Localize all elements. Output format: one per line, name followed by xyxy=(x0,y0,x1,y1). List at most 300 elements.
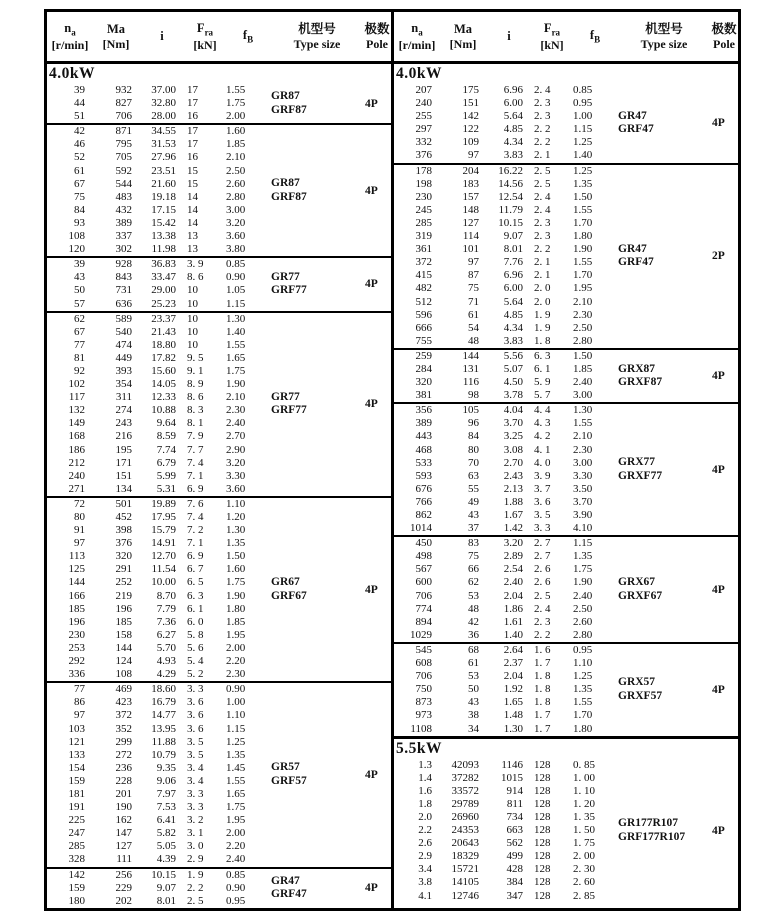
column-header-subscript: ra xyxy=(551,27,561,38)
type-size-label: GR47 xyxy=(271,874,300,887)
cell-na: 389 xyxy=(415,417,432,430)
cell-fra: 5. 6 xyxy=(187,641,204,654)
cell-fb: 2.30 xyxy=(573,308,593,321)
cell-fra: 2. 2 xyxy=(534,243,551,256)
cell-i: 1.67 xyxy=(503,509,523,521)
cell-fra: 6. 7 xyxy=(187,563,204,576)
cell-i: 3.20 xyxy=(503,537,523,550)
cell-fra: 2. 3 xyxy=(534,110,551,123)
cell-ma: 151 xyxy=(462,97,479,110)
cell-i: 5.05 xyxy=(156,840,176,853)
spec-section xyxy=(394,759,738,903)
cell-na: 319 xyxy=(415,230,432,243)
table-row xyxy=(394,191,618,204)
cell-fb: 3.80 xyxy=(226,243,246,256)
cell-ma: 53 xyxy=(468,589,479,602)
cell-ma: 96 xyxy=(468,417,479,430)
cell-na: 39 xyxy=(74,84,85,96)
table-row xyxy=(47,125,271,138)
column-header-row xyxy=(47,12,391,64)
cell-fra: 2. 0 xyxy=(534,295,551,308)
cell-fb: 3.60 xyxy=(226,230,246,243)
cell-fb: 2.80 xyxy=(573,628,593,641)
column-header-fra xyxy=(532,21,572,53)
cell-fra: 1. 8 xyxy=(534,334,551,347)
type-size-labels xyxy=(618,644,710,736)
cell-ma: 196 xyxy=(115,602,132,615)
cell-fra: 5. 9 xyxy=(534,376,551,389)
table-row xyxy=(47,853,271,866)
cell-i: 19.18 xyxy=(151,190,176,203)
table-row xyxy=(394,629,618,642)
table-row xyxy=(394,576,618,589)
cell-i: 3.83 xyxy=(503,149,523,162)
cell-fb: 1.60 xyxy=(226,125,246,138)
type-size-label: GR77 xyxy=(271,270,300,283)
table-row xyxy=(394,837,618,850)
cell-na: 297 xyxy=(415,123,432,136)
cell-i: 1.42 xyxy=(503,522,523,535)
cell-fra: 2. 9 xyxy=(187,853,204,866)
table-row xyxy=(394,110,618,123)
spec-section xyxy=(394,642,738,736)
cell-fb: 2.40 xyxy=(226,417,246,430)
cell-ma: 195 xyxy=(115,443,132,456)
pole-count xyxy=(710,644,738,736)
table-row xyxy=(47,629,271,642)
pole-count-label: 4P xyxy=(365,184,378,197)
pole-count-label: 4P xyxy=(712,117,725,130)
column-header-unit: [r/min] xyxy=(51,37,89,52)
cell-ma: 148 xyxy=(462,203,479,216)
cell-ma: 43 xyxy=(468,509,479,521)
table-row xyxy=(47,243,271,256)
table-row xyxy=(394,670,618,683)
cell-fra: 3. 6 xyxy=(187,722,204,735)
cell-fra: 6. 9 xyxy=(187,550,204,563)
cell-fra: 3. 3 xyxy=(534,522,551,535)
table-row xyxy=(394,282,618,295)
cell-ma: 469 xyxy=(115,683,132,696)
cell-i: 21.60 xyxy=(151,177,176,190)
power-rating-label: 4.0kW xyxy=(396,65,442,82)
cell-fb: 1.60 xyxy=(226,563,246,576)
cell-fb: 1.95 xyxy=(226,814,246,827)
type-size-labels xyxy=(271,869,363,908)
cell-fb: 2.40 xyxy=(573,589,593,602)
cell-na: 285 xyxy=(68,840,85,853)
cell-ma: 55 xyxy=(468,482,479,495)
table-row xyxy=(394,537,618,550)
cell-fb: 2.60 xyxy=(573,615,593,628)
type-size-labels xyxy=(271,498,363,681)
type-size-label: GRF47 xyxy=(618,123,654,136)
left-table-panel xyxy=(47,12,391,908)
table-row xyxy=(47,827,271,840)
cell-fb: 2.90 xyxy=(226,443,246,456)
cell-fb: 0.85 xyxy=(226,258,246,271)
cell-i: 7.36 xyxy=(156,615,176,628)
cell-na: 755 xyxy=(415,334,432,347)
table-row xyxy=(394,217,618,230)
cell-na: 77 xyxy=(74,338,85,351)
table-row xyxy=(394,84,618,97)
cell-fb: 1.80 xyxy=(573,230,593,243)
type-size-labels xyxy=(271,84,363,123)
type-size-label: GR67 xyxy=(271,576,300,589)
cell-i: 11.79 xyxy=(498,203,523,216)
column-header-fb xyxy=(572,28,618,45)
pole-count-label: 4P xyxy=(712,824,725,837)
type-size-label: GR87 xyxy=(271,90,300,103)
cell-fra: 128 xyxy=(534,837,551,850)
cell-na: 230 xyxy=(415,190,432,203)
cell-fra: 1. 7 xyxy=(534,657,551,670)
cell-fra: 3. 5 xyxy=(187,748,204,761)
cell-i: 36.83 xyxy=(151,258,176,271)
table-row xyxy=(394,136,618,149)
cell-i: 6.79 xyxy=(156,456,176,469)
type-size-labels xyxy=(618,350,710,402)
cell-i: 8.01 xyxy=(156,894,176,907)
cell-na: 142 xyxy=(68,868,85,881)
cell-ma: 108 xyxy=(115,668,132,681)
type-size-labels xyxy=(271,258,363,310)
cell-ma: 185 xyxy=(115,615,132,628)
cell-i: 11.98 xyxy=(151,243,176,256)
cell-na: 676 xyxy=(415,482,432,495)
cell-ma: 501 xyxy=(115,497,132,510)
cell-na: 666 xyxy=(415,321,432,334)
cell-i: 16.79 xyxy=(151,696,176,709)
cell-i: 27.96 xyxy=(151,151,176,164)
table-row xyxy=(47,709,271,722)
column-header-unit: Pole xyxy=(366,36,388,51)
table-row xyxy=(394,759,618,772)
cell-fb: 1.85 xyxy=(573,362,593,375)
cell-i: 4.39 xyxy=(156,853,176,866)
cell-fra: 3. 6 xyxy=(187,709,204,722)
cell-ma: 68 xyxy=(468,643,479,656)
cell-fb: 1.55 xyxy=(573,417,593,430)
column-header-symbol: F xyxy=(543,20,552,35)
cell-ma: 256 xyxy=(115,868,132,881)
cell-i: 7.74 xyxy=(156,443,176,456)
cell-fra: 15 xyxy=(187,164,198,177)
cell-fb: 1.15 xyxy=(573,537,593,550)
cell-fb: 1.75 xyxy=(226,801,246,814)
table-row xyxy=(47,326,271,339)
column-header-unit: [Nm] xyxy=(449,36,477,51)
cell-i: 663 xyxy=(506,824,523,837)
cell-fb: 1.50 xyxy=(226,550,246,563)
table-row xyxy=(47,814,271,827)
cell-fb: 2.20 xyxy=(226,655,246,668)
cell-na: 706 xyxy=(415,589,432,602)
table-row xyxy=(394,709,618,722)
cell-ma: 42 xyxy=(468,615,479,628)
cell-i: 21.43 xyxy=(151,325,176,338)
cell-fb: 1.95 xyxy=(226,628,246,641)
cell-na: 512 xyxy=(415,295,432,308)
table-row xyxy=(394,417,618,430)
cell-fra: 4. 2 xyxy=(534,430,551,443)
cell-na: 113 xyxy=(68,550,85,563)
cell-i: 9.35 xyxy=(156,761,176,774)
pole-count-label: 4P xyxy=(365,398,378,411)
cell-na: 50 xyxy=(74,284,85,297)
cell-fra: 2. 6 xyxy=(534,576,551,589)
cell-fra: 128 xyxy=(534,758,551,771)
cell-fra: 4. 0 xyxy=(534,456,551,469)
table-row xyxy=(394,522,618,535)
table-row xyxy=(47,616,271,629)
cell-na: 57 xyxy=(74,297,85,310)
cell-fra: 5. 2 xyxy=(187,668,204,681)
cell-fb: 2.40 xyxy=(226,853,246,866)
table-row xyxy=(394,204,618,217)
cell-fra: 1. 9 xyxy=(187,868,204,881)
table-row xyxy=(394,309,618,322)
cell-na: 125 xyxy=(68,563,85,576)
cell-fra: 8. 6 xyxy=(187,271,204,284)
cell-na: 1.6 xyxy=(418,784,432,797)
cell-fb: 1. 50 xyxy=(573,824,595,837)
cell-na: 600 xyxy=(415,576,432,589)
cell-na: 292 xyxy=(68,655,85,668)
column-header-fb xyxy=(225,28,271,45)
cell-ma: 372 xyxy=(115,709,132,722)
cell-ma: 66 xyxy=(468,563,479,576)
cell-i: 7.76 xyxy=(503,256,523,269)
cell-fra: 10 xyxy=(187,325,198,338)
cell-fra: 128 xyxy=(534,889,551,902)
cell-i: 25.23 xyxy=(151,297,176,310)
table-row xyxy=(47,138,271,151)
cell-i: 4.85 xyxy=(503,308,523,321)
column-header-symbol: 极数 xyxy=(711,21,737,36)
table-row xyxy=(394,550,618,563)
cell-fra: 6. 5 xyxy=(187,576,204,589)
cell-fb: 3.00 xyxy=(573,456,593,469)
column-header-pole xyxy=(363,22,391,51)
table-row xyxy=(47,470,271,483)
cell-ma: 352 xyxy=(115,722,132,735)
table-row xyxy=(394,123,618,136)
cell-fra: 14 xyxy=(187,190,198,203)
table-row xyxy=(394,603,618,616)
cell-fra: 128 xyxy=(534,771,551,784)
type-size-label: GRXF67 xyxy=(618,589,663,602)
table-row xyxy=(47,668,271,681)
table-row xyxy=(394,696,618,709)
cell-na: 62 xyxy=(74,312,85,325)
cell-fb: 2.80 xyxy=(573,334,593,347)
cell-ma: 127 xyxy=(462,216,479,229)
table-row xyxy=(47,378,271,391)
cell-i: 10.88 xyxy=(151,404,176,417)
cell-fra: 17 xyxy=(187,138,198,151)
cell-fra: 7. 6 xyxy=(187,497,204,510)
cell-fra: 2. 2 xyxy=(534,628,551,641)
cell-na: 450 xyxy=(415,537,432,550)
cell-ma: 228 xyxy=(115,774,132,787)
cell-ma: 544 xyxy=(115,177,132,190)
pole-count xyxy=(710,84,738,163)
cell-na: 894 xyxy=(415,615,432,628)
spec-section xyxy=(394,84,738,163)
column-header-subscript: B xyxy=(594,34,601,45)
cell-fb: 1.65 xyxy=(226,787,246,800)
table-row xyxy=(47,801,271,814)
cell-ma: 20643 xyxy=(451,837,479,850)
spec-section xyxy=(47,256,391,310)
cell-fb: 1.50 xyxy=(573,190,593,203)
cell-i: 15.60 xyxy=(151,364,176,377)
column-header-type-size xyxy=(271,22,363,51)
cell-fb: 1.55 xyxy=(573,203,593,216)
cell-fb: 1.55 xyxy=(226,338,246,351)
cell-fb: 2.10 xyxy=(226,151,246,164)
pole-count xyxy=(363,313,391,496)
column-header-pole xyxy=(710,22,738,51)
cell-i: 2.40 xyxy=(503,576,523,589)
table-row xyxy=(394,444,618,457)
type-size-label: GRXF77 xyxy=(618,469,663,482)
cell-fb: 3.20 xyxy=(226,456,246,469)
type-size-label: GR47 xyxy=(618,109,647,122)
table-row xyxy=(47,391,271,404)
cell-fra: 1. 8 xyxy=(534,696,551,709)
cell-fra: 3. 4 xyxy=(187,774,204,787)
cell-na: 247 xyxy=(68,827,85,840)
column-header-symbol: Ma xyxy=(106,21,126,36)
cell-na: 415 xyxy=(415,269,432,282)
section-rows xyxy=(394,404,618,535)
table-row xyxy=(394,335,618,348)
pole-count-label: 4P xyxy=(365,768,378,781)
cell-ma: 474 xyxy=(115,338,132,351)
cell-i: 914 xyxy=(506,784,523,797)
cell-ma: 87 xyxy=(468,269,479,282)
cell-ma: 12746 xyxy=(451,889,479,902)
table-row xyxy=(47,869,271,882)
cell-i: 6.00 xyxy=(503,97,523,110)
table-row xyxy=(47,840,271,853)
cell-na: 443 xyxy=(415,430,432,443)
cell-i: 14.91 xyxy=(151,537,176,550)
table-row xyxy=(394,457,618,470)
cell-fb: 1. 75 xyxy=(573,837,595,850)
cell-fb: 2.20 xyxy=(226,840,246,853)
cell-na: 108 xyxy=(68,230,85,243)
cell-na: 328 xyxy=(68,853,85,866)
cell-fb: 1. 35 xyxy=(573,810,595,823)
cell-fra: 8. 9 xyxy=(187,378,204,391)
type-size-label: GRX87 xyxy=(618,362,656,375)
cell-i: 6.27 xyxy=(156,628,176,641)
cell-fb: 1.35 xyxy=(573,177,593,190)
cell-na: 240 xyxy=(415,97,432,110)
table-row xyxy=(47,655,271,668)
cell-ma: 311 xyxy=(115,391,132,404)
cell-ma: 114 xyxy=(462,230,479,243)
cell-na: 61 xyxy=(74,164,85,177)
table-row xyxy=(394,256,618,269)
cell-na: 4.1 xyxy=(418,889,432,902)
cell-ma: 48 xyxy=(468,334,479,347)
type-size-label: GRX67 xyxy=(618,576,656,589)
section-rows xyxy=(394,644,618,736)
cell-fra: 1. 9 xyxy=(534,321,551,334)
cell-ma: 216 xyxy=(115,430,132,443)
pole-count xyxy=(363,869,391,908)
cell-ma: 84 xyxy=(468,430,479,443)
cell-na: 240 xyxy=(68,469,85,482)
table-row xyxy=(394,483,618,496)
cell-i: 23.51 xyxy=(151,164,176,177)
table-row xyxy=(47,217,271,230)
cell-i: 5.56 xyxy=(503,349,523,362)
cell-ma: 592 xyxy=(115,164,132,177)
table-row xyxy=(47,498,271,511)
cell-na: 1014 xyxy=(410,522,432,535)
table-row xyxy=(394,97,618,110)
panel-body xyxy=(394,64,738,908)
cell-fb: 1.40 xyxy=(226,325,246,338)
table-row xyxy=(47,352,271,365)
cell-fra: 2. 1 xyxy=(534,149,551,162)
cell-ma: 190 xyxy=(115,801,132,814)
cell-na: 212 xyxy=(68,456,85,469)
cell-na: 91 xyxy=(74,524,85,537)
cell-i: 1.65 xyxy=(503,696,523,709)
table-row xyxy=(394,657,618,670)
cell-i: 33.47 xyxy=(151,271,176,284)
column-header-na xyxy=(394,21,440,53)
cell-na: 46 xyxy=(74,138,85,151)
cell-na: 180 xyxy=(68,894,85,907)
cell-na: 230 xyxy=(68,628,85,641)
cell-na: 102 xyxy=(68,378,85,391)
cell-fb: 1.55 xyxy=(226,84,246,96)
cell-fra: 3. 5 xyxy=(534,509,551,521)
pole-count xyxy=(363,498,391,681)
cell-na: 121 xyxy=(68,735,85,748)
cell-na: 86 xyxy=(74,696,85,709)
cell-ma: 144 xyxy=(115,641,132,654)
cell-fra: 7. 4 xyxy=(187,511,204,523)
cell-i: 16.22 xyxy=(498,164,523,177)
cell-i: 14.56 xyxy=(498,177,523,190)
cell-na: 545 xyxy=(415,643,432,656)
cell-fb: 0.95 xyxy=(226,894,246,907)
cell-na: 332 xyxy=(415,136,432,149)
cell-na: 255 xyxy=(415,110,432,123)
cell-ma: 299 xyxy=(115,735,132,748)
table-row xyxy=(394,230,618,243)
cell-fra: 2. 6 xyxy=(534,563,551,576)
cell-ma: 33572 xyxy=(451,784,479,797)
cell-fra: 4. 4 xyxy=(534,404,551,417)
column-header-subscript: a xyxy=(418,27,423,38)
cell-ma: 389 xyxy=(115,216,132,229)
column-header-i xyxy=(486,29,532,44)
column-header-symbol: f xyxy=(242,27,248,42)
cell-i: 5.64 xyxy=(503,110,523,123)
cell-fb: 1.65 xyxy=(226,351,246,364)
cell-i: 6.41 xyxy=(156,814,176,827)
